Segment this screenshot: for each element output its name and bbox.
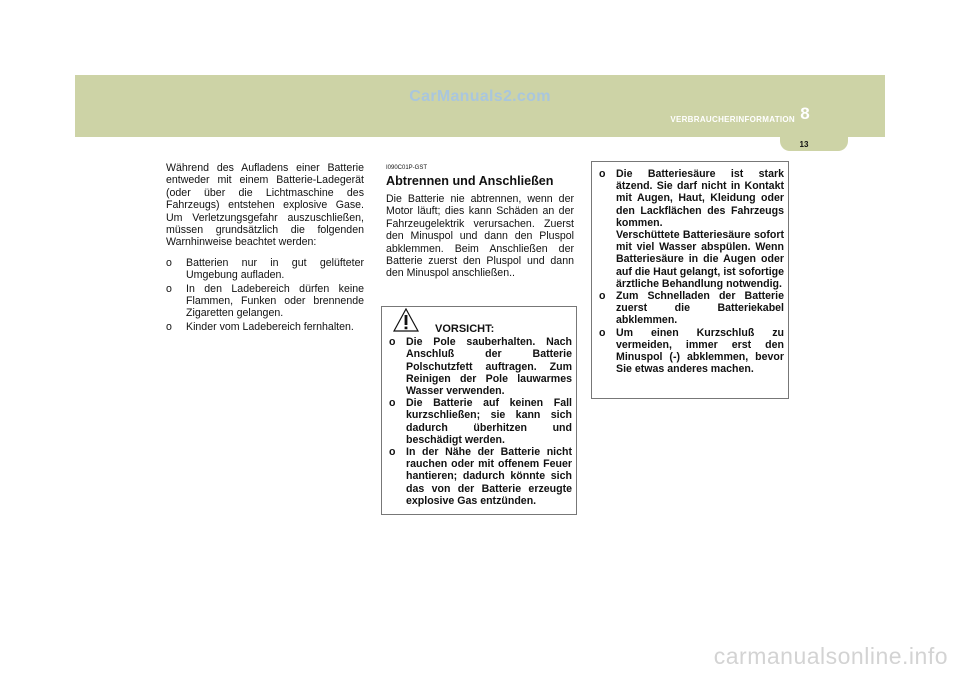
section-code: I090C01P-GST bbox=[386, 165, 428, 171]
bullet-text: Zum Schnelladen der Batterie zuerst die Batteriekabel abklemmen. bbox=[616, 290, 784, 327]
bullet-text-continued: Verschüttete Batteriesäure sofort mit viel Wasser abspülen. Wenn Batteriesäure in die Augen oder auf die Haut gelangt, ist sofortige ärztliche Behandlung notwendig. bbox=[616, 229, 784, 290]
bullet-text: Die Pole sauberhalten. Nach Anschluß der Batterie Polschutzfett auftragen. Zum Reinigen der Pole lauwarmes Wasser verwenden. bbox=[406, 336, 572, 398]
watermark-bottom: carmanualsonline.info bbox=[713, 643, 948, 669]
bullet-marker: o bbox=[599, 326, 606, 339]
list-item bbox=[389, 446, 572, 507]
section-heading: Abtrennen und Anschließen bbox=[386, 174, 554, 188]
bullet-marker: o bbox=[166, 282, 172, 295]
bullet-text: Die Batteriesäure ist stark ätzend. Sie darf nicht in Kontakt mit Augen, Haut, Kleidung oder den Lackflächen des Fahrzeugs kommen. bbox=[616, 168, 784, 229]
caution-box bbox=[381, 306, 577, 515]
middle-column bbox=[386, 164, 574, 280]
bullet-marker: o bbox=[599, 290, 606, 303]
left-column bbox=[166, 162, 364, 334]
watermark-top: CarManuals2.com bbox=[409, 88, 551, 105]
bullet-marker: o bbox=[599, 168, 606, 180]
section-body: Die Batterie nie abtrennen, wenn der Motor läuft; dies kann Schäden an der Fahrzeugelektrik verursachen. Zuerst den Minuspol und dann den Pluspol abklemmen. Beim Anschließen der Batterie zuerst den Pluspol und dann den Minuspol anschließen.. bbox=[386, 193, 574, 280]
bullet-text: Die Batterie auf keinen Fall kurzschließen; sie kann sich dadurch überhitzen und beschädigt werden. bbox=[406, 397, 572, 446]
bullet-marker: o bbox=[166, 320, 172, 333]
bullet-text: Batterien nur in gut gelüfteter Umgebung aufladen. bbox=[186, 256, 364, 282]
intro-paragraph: Während des Aufladens einer Batterie entweder mit einem Batterie-Ladegerät (oder über die Lichtmaschine des Fahrzeugs) entstehen explosive Gase. Um Verletzungsgefahr auszuschließen, müssen grundsätzlich die folgenden Warnhinweise beachtet werden: bbox=[166, 162, 364, 249]
caution-title: VORSICHT: bbox=[435, 323, 495, 335]
list-item bbox=[389, 397, 572, 446]
acid-warning-box bbox=[591, 161, 789, 399]
list-item bbox=[599, 290, 784, 327]
bullet-marker: o bbox=[389, 397, 396, 410]
bullet-marker: o bbox=[389, 446, 396, 459]
bullet-text: Kinder vom Ladebereich fernhalten. bbox=[186, 320, 354, 333]
list-item bbox=[166, 257, 364, 282]
header-band bbox=[75, 75, 885, 137]
bullet-text: In der Nähe der Batterie nicht rauchen oder mit offenem Feuer hantieren; dadurch könnte sich das von der Batterie erzeugte explosive Gas entzünden. bbox=[406, 446, 572, 507]
chapter-number: 8 bbox=[800, 104, 810, 123]
acid-warning-list bbox=[599, 168, 784, 375]
list-item bbox=[389, 336, 572, 397]
bullet-text: In den Ladebereich dürfen keine Flammen, Funken oder brennende Zigaretten gelangen. bbox=[186, 282, 364, 320]
bullet-marker: o bbox=[166, 256, 172, 269]
warning-triangle-icon bbox=[393, 308, 419, 332]
bullet-marker: o bbox=[389, 336, 396, 349]
page-number: 13 bbox=[799, 140, 809, 149]
list-item bbox=[599, 327, 784, 376]
list-item bbox=[166, 283, 364, 320]
list-item bbox=[599, 168, 784, 290]
bullet-text: Um einen Kurzschluß zu vermeiden, immer erst den Minuspol (-) abklemmen, bevor Sie etwas anderes machen. bbox=[616, 326, 784, 376]
section-title: VERBRAUCHERINFORMATION bbox=[670, 115, 795, 124]
caution-list bbox=[389, 336, 572, 507]
charging-warnings-list bbox=[166, 257, 364, 333]
list-item bbox=[166, 321, 364, 333]
